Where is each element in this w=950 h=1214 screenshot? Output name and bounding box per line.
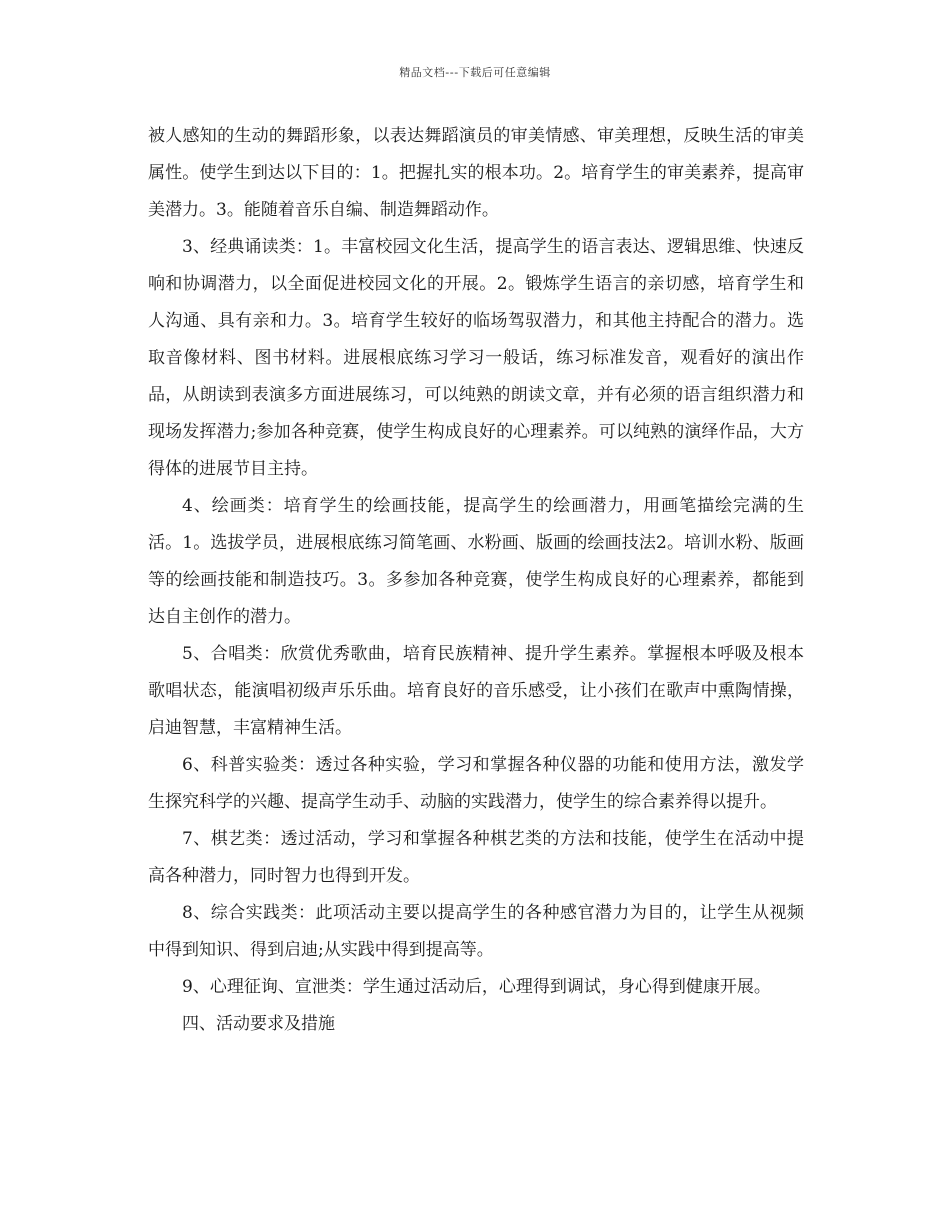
page-header: 精品文档---下载后可任意编辑 xyxy=(399,66,551,79)
paragraph-classic-reading: 3、经典诵读类：1。丰富校园文化生活，提高学生的语言表达、逻辑思维、快速反响和协调潜力，以全面促进校园文化的开展。2。锻炼学生语言的亲切感，培育学生和人沟通、具有亲和力。3。培育学生较好的临场驾驭潜力，和其他主持配合的潜力。选取音像材料、图书材料。进展根底练习学习一般话，练习标准发音，观看好的演出作品，从朗读到表演多方面进展练习，可以纯熟的朗读文章，并有必须的语言组织潜力和现场发挥潜力;参加各种竞赛，使学生构成良好的心理素养。可以纯熟的演绎作品，大方得体的进展节目主持。 xyxy=(148,237,804,479)
paragraph-psychology: 9、心理征询、宣泄类：学生通过活动后，心理得到调试，身心得到健康开展。 xyxy=(182,977,771,997)
document-body xyxy=(148,118,804,1043)
paragraph-chess: 7、棋艺类：透过活动，学习和掌握各种棋艺类的方法和技能，使学生在活动中提高各种潜力，同时智力也得到开发。 xyxy=(148,829,804,886)
paragraph-painting: 4、绘画类：培育学生的绘画技能，提高学生的绘画潜力，用画笔描绘完满的生活。1。选拔学员，进展根底练习简笔画、水粉画、版画的绘画技法2。培训水粉、版画等的绘画技能和制造技巧。3。多参加各种竞赛，使学生构成良好的心理素养，都能到达自主创作的潜力。 xyxy=(148,496,804,627)
paragraph-choir: 5、合唱类：欣赏优秀歌曲，培育民族精神、提升学生素养。掌握根本呼吸及根本歌唱状态，能演唱初级声乐乐曲。培育良好的音乐感受，让小孩们在歌声中熏陶情操，启迪智慧，丰富精神生活。 xyxy=(148,644,804,738)
paragraph-practice: 8、综合实践类：此项活动主要以提高学生的各种感官潜力为目的，让学生从视频中得到知识、得到启迪;从实践中得到提高等。 xyxy=(148,903,804,960)
paragraph-science-experiment: 6、科普实验类：透过各种实验，学习和掌握各种仪器的功能和使用方法，激发学生探究科学的兴趣、提高学生动手、动脑的实践潜力，使学生的综合素养得以提升。 xyxy=(148,755,804,812)
paragraph-dance-continued: 被人感知的生动的舞蹈形象，以表达舞蹈演员的审美情感、审美理想，反映生活的审美属性。使学生到达以下目的：1。把握扎实的根本功。2。培育学生的审美素养，提高审美潜力。3。能随着音乐自编、制造舞蹈动作。 xyxy=(148,126,804,220)
section-heading-requirements: 四、活动要求及措施 xyxy=(182,1014,335,1034)
